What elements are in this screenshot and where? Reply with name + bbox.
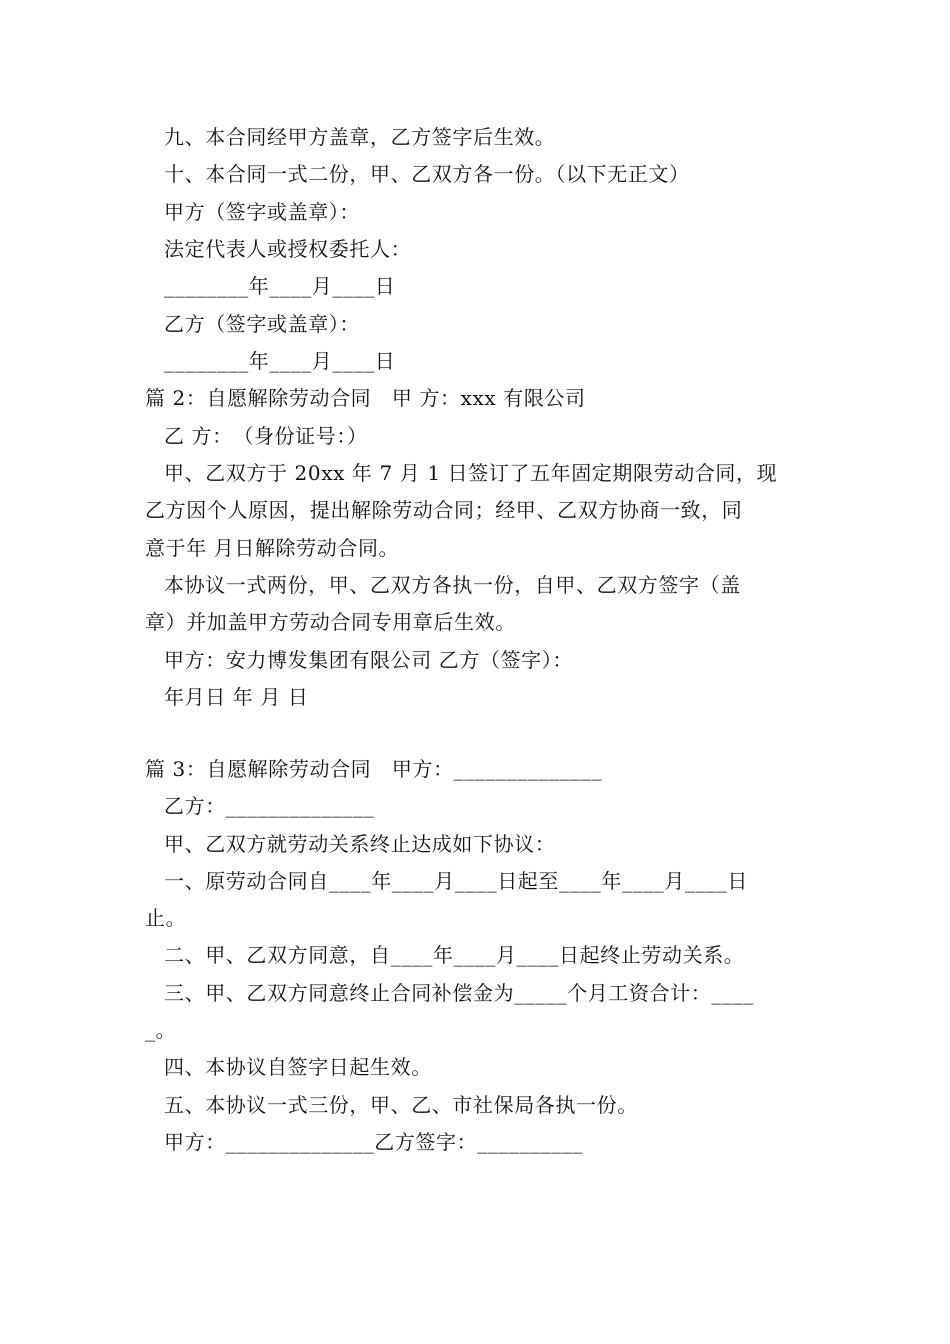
section-2-para2-line1: 本协议一式两份，甲、乙双方各执一份，自甲、乙双方签字（盖 (164, 573, 741, 597)
representative-line: 法定代表人或授权委托人： (164, 237, 412, 261)
section-3-item-4: 四、本协议自签字日起生效。 (164, 1055, 432, 1079)
section-3-intro: 甲、乙双方就劳动关系终止达成如下协议： (164, 832, 556, 856)
date-line-2: ________年____月____日 (164, 349, 396, 373)
clause-10: 十、本合同一式二份，甲、乙双方各一份。（以下无正文） (164, 162, 690, 186)
section-3-signatures: 甲方：______________乙方签字：__________ (164, 1130, 584, 1154)
party-b-signature: 乙方（签字或盖章）： (164, 312, 360, 336)
section-2-heading: 篇 2：自愿解除劳动合同 甲 方：xxx 有限公司 (145, 386, 586, 410)
section-3-item-1-line1: 一、原劳动合同自____年____月____日起至____年____月____日 (164, 869, 748, 893)
clause-9: 九、本合同经甲方盖章，乙方签字后生效。 (164, 125, 556, 149)
section-3-item-3-line2: _。 (145, 1018, 177, 1042)
section-2-para1-line2: 乙方因个人原因，提出解除劳动合同；经甲、乙双方协商一致，同 (145, 498, 743, 522)
section-2-para1-line3: 意于年 月日解除劳动合同。 (145, 536, 400, 560)
section-2-party-b: 乙 方： （身份证号：） (164, 424, 368, 448)
section-3-item-2: 二、甲、乙双方同意，自____年____月____日起终止劳动关系。 (164, 943, 745, 967)
section-2-para2-line2: 章）并加盖甲方劳动合同专用章后生效。 (145, 610, 516, 634)
section-2-para1-line1: 甲、乙双方于 20xx 年 7 月 1 日签订了五年固定期限劳动合同，现 (164, 461, 778, 485)
section-2-signatures: 甲方：安力博发集团有限公司 乙方（签字）： (164, 648, 573, 672)
date-line-1: ________年____月____日 (164, 274, 396, 298)
section-3-item-1-line2: 止。 (145, 906, 187, 930)
section-3-party-b: 乙方：______________ (164, 794, 375, 818)
section-2-dates: 年月日 年 月 日 (164, 685, 309, 709)
party-a-signature: 甲方（签字或盖章）： (164, 200, 360, 224)
section-3-item-3-line1: 三、甲、乙双方同意终止合同补偿金为_____个月工资合计：____ (164, 981, 754, 1005)
section-3-item-5: 五、本协议一式三份，甲、乙、市社保局各执一份。 (164, 1093, 638, 1117)
section-3-heading: 篇 3：自愿解除劳动合同 甲方：______________ (145, 757, 603, 781)
